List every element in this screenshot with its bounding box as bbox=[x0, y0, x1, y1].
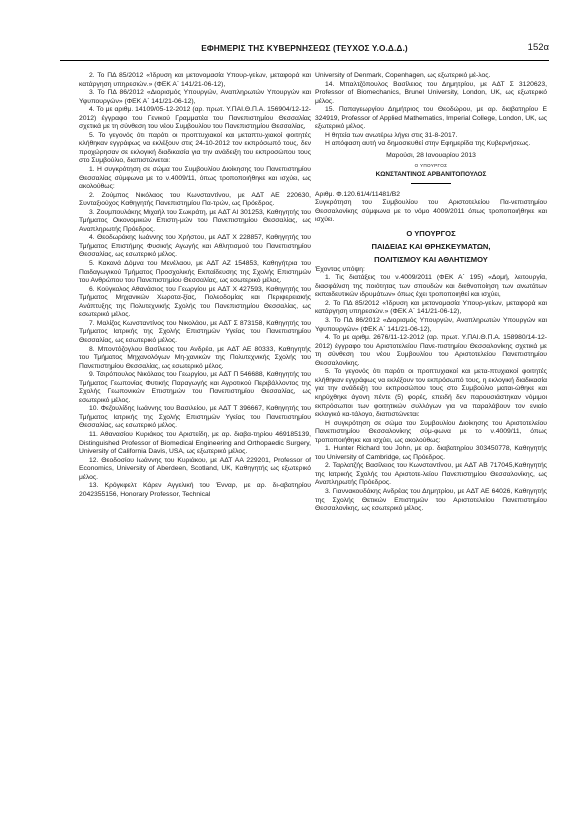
paragraph: 5. Κακανά Δόμνα του Μενέλαου, με ΑΔΤ ΑΖ 154853, Καθηγήτρια του Παιδαγωγικού Τμήματος Προσχολικής Εκπαίδευσης της Σχολής Επιστημών του Ανθρώπου του Πανεπιστημίου Θεσσαλίας, ως εσωτερικό μέλος. bbox=[79, 260, 311, 285]
left-column bbox=[79, 72, 311, 499]
paragraph: 3. Γιαννακουδάκης Ανδρέας του Δημητρίου, με ΑΔΤ ΑΕ 64026, Καθηγητής της Σχολής Θετικών Επιστημών του Αριστοτελείου Πανεπιστημίου Θεσσαλονίκης, ως εσωτερικό μέλος. bbox=[315, 487, 547, 513]
paragraph: Η θητεία των ανωτέρω λήγει στις 31-8-2017. bbox=[325, 131, 458, 139]
paragraph: 9. Τσιρόπουλος Νικόλαος του Γεωργίου, με ΑΔΤ Π 546688, Καθηγητής του Τμήματος Γεωπονίας Φυτικής Παραγωγής και Αγροτικού Περιβάλλοντος της Σχολής Γεωπονικών Επιστημών του Πανεπιστημίου Θεσσαλίας, ως εσωτερικό μέλος. bbox=[79, 371, 311, 404]
paragraph: 14. Μπαλτζόπουλος Βασίλειος του Δημητρίου, με ΑΔΤ Σ 3120623, Professor of Biomechanics, Brunel University, London, UK, ως εξωτερικό μέλος. bbox=[315, 80, 547, 105]
paragraph: 8. Μποντόζογλου Βασίλειος του Ανδρέα, με ΑΔΤ ΑΕ 80333, Καθηγητής του Τμήματος Μηχανολόγων Μη-χανικών της Πολυτεχνικής Σχολής του Πανεπιστημίου Θεσσαλίας, ως εσωτερικό μέλος. bbox=[79, 345, 311, 370]
paragraph: 4. Θεοδωράκης Ιωάννης του Χρήστου, με ΑΔΤ Χ 228857, Καθηγητής του Τμήματος Επιστήμης Φυσικής Αγωγής και Αθλητισμού του Πανεπιστημίου Θεσσαλίας, ως εσωτερικό μέλος. bbox=[79, 234, 311, 259]
gazette-title: ΕΦΗΜΕΡΙΣ ΤΗΣ ΚΥΒΕΡΝΗΣΕΩΣ (ΤΕΥΧΟΣ Υ.Ο.Δ.Δ.) bbox=[201, 43, 408, 53]
minister-heading-3: ΠΟΛΙΤΙΣΜΟΥ ΚΑΙ ΑΘΛΗΤΙΣΜΟΥ bbox=[374, 254, 488, 264]
paragraph: 4. Το με αριθμ. 14109/05-12-2012 (αρ. πρωτ. Υ.ΠΑΙ.Θ.Π.Α. 156904/12-12-2012) έγγραφο του Γενικού Γραμματέα του Πανεπιστημίου Θεσσαλίας σχετικά με τη σύνθεση του νέου Συμβουλίου του Πανεπιστημίου Θεσσαλίας, bbox=[79, 106, 311, 131]
section-divider bbox=[411, 183, 451, 184]
paragraph: 2. Το ΠΔ 85/2012 «Ίδρυση και μετονομασία Υπουρ-γείων, μεταφορά και κατάργηση υπηρεσιών.» (ΦΕΚ Α΄ 141/21-06-12), bbox=[315, 299, 547, 316]
paragraph: 1. Τις διατάξεις του ν.4009/2011 (ΦΕΚ Α΄ 195) «Δομή, λειτουργία, διασφάλιση της ποιότητας των σπουδών και διεθνοποίηση των ανωτάτων εκπαιδευτικών ιδρυμάτων» όπως έχει τροποποιηθεί και ισχύει, bbox=[315, 274, 547, 299]
paragraph: 7. Μαλίζος Κωνσταντίνος του Νικολάου, με ΑΔΤ Σ 873158, Καθηγητής του Τμήματος Ιατρικής της Σχολής Επιστημών Υγείας του Πανεπιστημίου Θεσσαλίας, ως εσωτερικό μέλος. bbox=[79, 319, 311, 344]
paragraph: 2. Ζούμπος Νικόλαος του Κωνσταντίνου, με ΑΔΤ ΑΕ 220630, Συνταξιούχος Καθηγητής Πανεπιστημίου Πα-τρών, ως Πρόεδρος. bbox=[79, 191, 311, 208]
paragraph: 3. Το ΠΔ 86/2012 «Διορισμός Υπουργών, Αναπληρωτών Υπουργών και Υφυπουργών» (ΦΕΚ Α΄ 141/21-06-12), bbox=[79, 89, 311, 105]
paragraph: 2. Ταρλατζής Βασίλειος του Κωνσταντίνου, με ΑΔΤ ΑΒ 717045,Καθηγητής της Ιατρικής Σχολής του Αριστοτε-λείου Πανεπιστημίου Θεσσαλονίκης, ως Αναπληρωτής Πρόεδρος. bbox=[315, 462, 547, 487]
minister-heading-1: Ο ΥΠΟΥΡΓΟΣ bbox=[406, 228, 456, 238]
paragraph: 15. Παπαγεωργίου Δημήτριος του Θεοδώρου, με αρ. διαβατηρίου Ε 324919, Professor of Applied Mathematics, Imperial College, London, UK, ως εξωτερικό μέλος. bbox=[315, 106, 547, 131]
page-number: 152α bbox=[527, 42, 549, 53]
paragraph: Η απόφαση αυτή να δημοσιευθεί στην Εφημερίδα της Κυβερνήσεως. bbox=[325, 140, 531, 148]
place-date: Μαρούσι, 28 Ιανουαρίου 2013 bbox=[386, 151, 476, 159]
paragraph: 3. Το ΠΔ 86/2012 «Διορισμός Υπουργών, Αναπληρωτών Υπουργών και Υφυπουργών» (ΦΕΚ Α΄ 141/21-06-12), bbox=[315, 317, 547, 333]
paragraph: University of Denmark, Copenhagen, ως εξωτερικό μέ-λος. bbox=[315, 72, 491, 79]
reference-number: Αριθμ. Φ.120.61/4/11481/Β2 bbox=[315, 190, 401, 198]
signer-name: ΚΩΝΣΤΑΝΤΙΝΟΣ ΑΡΒΑΝΙΤΟΠΟΥΛΟΣ bbox=[375, 171, 487, 179]
reference-subject: Συγκρότηση του Συμβουλίου του Αριστοτελείου Πα-νεπιστημίου Θεσσαλονίκης σύμφωνα με το νόμο 4009/2011 όπως τροποποιήθηκε και ισχύει. bbox=[315, 199, 547, 224]
paragraph: 10. Φεζουλίδης Ιωάννης του Βασιλείου, με ΑΔΤ Τ 396667, Καθηγητής του Τμήματος Ιατρικής της Σχολής Επιστημών Υγείας του Πανεπιστημίου Θεσσαλίας, ως εσωτερικό μέλος. bbox=[79, 405, 311, 430]
minister-heading-2: ΠΑΙΔΕΙΑΣ ΚΑΙ ΘΡΗΣΚΕΥΜΑΤΩΝ, bbox=[371, 241, 491, 251]
paragraph: 5. Το γεγονός ότι παρότι οι προπτυχιακοί και μετα-πτυχιακοί φοιτητές κλήθηκαν εγγράφως να εκλέξουν τον εκπρόσωπό τους, η εκλογική διαδικασία για την ανάδειξη του εκπροσώπου τους στο Συμβούλιο μαται-ώθηκε και κηρύχθηκε άγονη πέντε (5) φορές, επειδή δεν παρουσιάστηκαν νόμιμοι εκπρόσωποι των φοιτητικών συλλόγων για να παραλάβουν τον ενιαίο εκλογικό κα-τάλογο, διαπιστώνεται: bbox=[315, 368, 547, 419]
paragraph: Η συγκρότηση σε σώμα του Συμβουλίου Διοίκησης του Αριστοτελείου Πανεπιστημίου Θεσσαλονίκης σύμ-φωνα με το ν.4009/11, όπως τροποποιήθηκε και ισχύει, ως ακολούθως: bbox=[315, 419, 547, 444]
paragraph: 11. Αθανασίου Κυριάκος του Αριστείδη, με αρ. διαβα-τηρίου 469185139, Distinguished Professor of Biomedical Engineering and Orthopaedic Surgery, University of California Davis, USA, ως εξωτερικό μέλος. bbox=[79, 430, 311, 456]
paragraph: 6. Κούγκολος Αθανάσιος του Γεωργίου με ΑΔΤ Χ 427593, Καθηγητής του Τμήματος Μηχανικών Χωροτα-ξίας, Πολεοδομίας και Περιφερειακής Ανάπτυξης της Πολυτεχνικής Σχολής του Πανεπιστημίου Θεσσαλίας, ως εσωτερικό μέλος. bbox=[79, 285, 311, 319]
paragraph: 5. Το γεγονός ότι παρότι οι προπτυχιακοί και μεταπτυ-χιακοί φοιτητές κλήθηκαν εγγράφως να εκλέξουν στις 24-10-2012 τον εκπρόσωπό τους, δεν προχώρησαν σε εκλογική διαδικασία για την ανάδειξη του εκπροσώπου τους στο Συμβούλιο, διαπιστώνεται: bbox=[79, 131, 311, 165]
paragraph: 1. Η συγκρότηση σε σώμα του Συμβουλίου Διοίκησης του Πανεπιστημίου Θεσσαλίας σύμφωνα με το ν.4009/11, όπως τροποποιήθηκε και ισχύει, ως ακολούθως: bbox=[79, 166, 311, 191]
paragraph: 4. Το με αριθμ. 2676/11-12-2012 (αρ. πρωτ. Υ.ΠΑΙ.Θ.Π.Α. 158980/14-12-2012) έγγραφο του Αριστοτελείου Πανε-πιστημίου Θεσσαλονίκης σχετικά με τη σύνθεση του νέου Συμβουλίου του Αριστοτελείου Πανεπιστημίου Θεσσαλονίκης. bbox=[315, 334, 547, 367]
right-column bbox=[315, 72, 547, 514]
page-header bbox=[60, 42, 549, 61]
paragraph: 13. Κρόγκφελτ Κάρεν Αγγελική του Ένναρ, με αρ. δι-αβατηρίου 2042355156, Honorary Professor, Technical bbox=[79, 482, 311, 498]
signer-title: Ο ΥΠΟΥΡΓΟΣ bbox=[414, 163, 448, 169]
paragraph: 2. Το ΠΔ 85/2012 «Ίδρυση και μετονομασία Υπουρ-γείων, μεταφορά και κατάργηση υπηρεσιών.» (ΦΕΚ Α΄ 141/21-06-12), bbox=[79, 72, 311, 88]
paragraph: 3. Ζουμπουλάκης Μιχαήλ του Σωκράτη, με ΑΔΤ ΑΙ 301253, Καθηγητής του Τμήματος Οικονομικών Επιστη-μών του Πανεπιστημίου Θεσσαλίας, ως Αναπληρωτής Πρόεδρος. bbox=[79, 208, 311, 233]
paragraph: 12. Θεοδοσίου Ιωάννης του Κυριάκου, με ΑΔΤ ΑΑ 229201, Professor of Economics, University of Aberdeen, Scotland, UK, Καθηγητής ως εξωτερικό μέλος. bbox=[79, 456, 311, 481]
paragraph: 1. Hunter Richard του John, με αρ. διαβατηρίου 303450778, Καθηγητής του University of Cambridge, ως Πρόεδρος. bbox=[315, 445, 547, 461]
having-regard: Έχοντας υπόψη: bbox=[315, 265, 365, 273]
